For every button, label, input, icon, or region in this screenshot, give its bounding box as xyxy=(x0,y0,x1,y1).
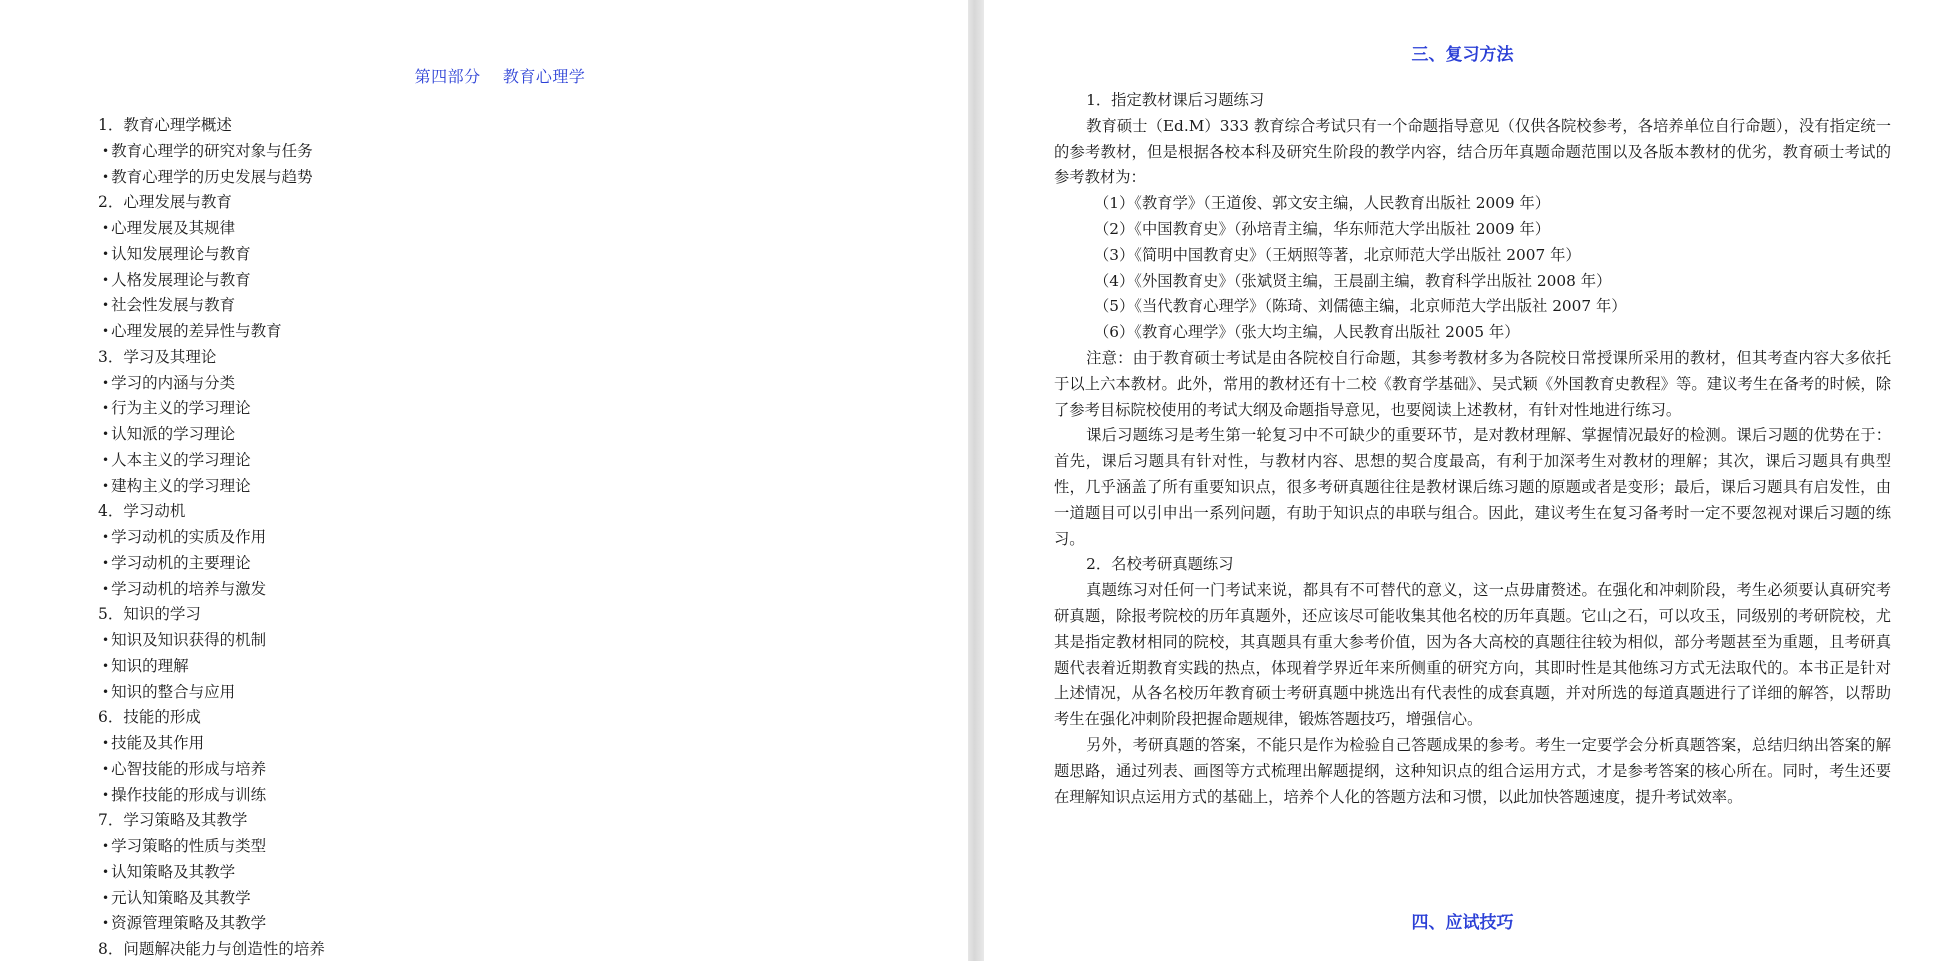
toc-subitem: • 心智技能的形成与培养 xyxy=(98,757,325,783)
left-page xyxy=(0,0,968,961)
toc-subitem: • 人本主义的学习理论 xyxy=(98,448,325,474)
body-paragraph: 注意：由于教育硕士考试是由各院校自行命题，其参考教材多为各院校日常授课所采用的教材，但其考查内容大多依托于以上六本教材。此外，常用的教材还有十二校《教育学基础》、吴式颖《外国教育史教程》等。建议考生在备考的时候，除了参考目标院校使用的考试大纲及命题指导意见，也要阅读上述教材，有针对性地进行练习。 xyxy=(1054,348,1891,419)
part-title: 第四部分 教育心理学 xyxy=(414,67,586,86)
body-paragraph: 真题练习对任何一门考试来说，都具有不可替代的意义，这一点毋庸赘述。在强化和冲刺阶段，考生必须要认真研究考研真题，除报考院校的历年真题外，还应该尽可能收集其他名校的历年真题。它山之石，可以攻玉，同级别的考研院校，尤其是指定教材相同的院校，其真题具有重大参考价值，因为各大高校的真题往往较为相似，部分考题甚至为重题，且考研真题代表着近期教育实践的热点，体现着学界近年来所侧重的研究方向，其即时性是其他练习方式无法取代的。本书正是针对上述情况，从各名校历年教育硕士考研真题中挑选出有代表性的成套真题，并对所选的每道真题进行了详细的解答，以帮助考生在强化冲刺阶段把握命题规律，锻炼答题技巧，增强信心。 xyxy=(1054,581,1891,729)
toc-subitem: • 知识的理解 xyxy=(98,654,325,680)
toc-subitem: • 认知发展理论与教育 xyxy=(98,242,325,268)
reference-item: （3）《简明中国教育史》（王炳照等著，北京师范大学出版社 2007 年） xyxy=(1094,245,1581,264)
body-paragraph: 课后习题练习是考生第一轮复习中不可缺少的重要环节，是对教材理解、掌握情况最好的检测。课后习题的优势在于：首先，课后习题具有针对性，与教材内容、思想的契合度最高，有利于加深考生对教材的理解；其次，课后习题具有典型性，几乎涵盖了所有重要知识点，很多考研真题往往是教材课后练习题的原题或者是变形；最后，课后习题具有启发性，由一道题目可以引申出一系列问题，有助于知识点的串联与组合。因此，建议考生在复习备考时一定不要忽视对课后习题的练习。 xyxy=(1054,426,1891,548)
toc-subitem: • 行为主义的学习理论 xyxy=(98,396,325,422)
page-gutter xyxy=(968,0,984,961)
toc-subitem: • 心理发展的差异性与教育 xyxy=(98,319,325,345)
toc-subitem: • 知识及知识获得的机制 xyxy=(98,628,325,654)
subsection-heading: 1．指定教材课后习题练习 xyxy=(1086,91,1265,109)
reference-item: （2）《中国教育史》（孙培青主编，华东师范大学出版社 2009 年） xyxy=(1094,219,1551,238)
toc-subitem: • 认知派的学习理论 xyxy=(98,422,325,448)
toc-chapter: 7．学习策略及其教学 xyxy=(98,811,248,830)
toc-subitem: • 教育心理学的研究对象与任务 xyxy=(98,139,325,165)
toc-subitem: • 教育心理学的历史发展与趋势 xyxy=(98,165,325,191)
toc-chapter: 8．问题解决能力与创造性的培养 xyxy=(98,940,325,958)
toc-subitem: • 技能及其作用 xyxy=(98,731,325,757)
reference-item: （4）《外国教育史》（张斌贤主编，王晨副主编，教育科学出版社 2008 年） xyxy=(1094,271,1612,290)
toc-chapter: 5．知识的学习 xyxy=(98,605,201,624)
toc-subitem: • 认知策略及其教学 xyxy=(98,860,325,886)
right-page xyxy=(984,0,1941,961)
toc-chapter: 2．心理发展与教育 xyxy=(98,193,232,212)
reference-item: （5）《当代教育心理学》（陈琦、刘儒德主编，北京师范大学出版社 2007 年） xyxy=(1094,297,1627,316)
subsection-heading: 2．名校考研真题练习 xyxy=(1086,555,1234,574)
reference-item: （1）《教育学》（王道俊、郭文安主编，人民教育出版社 2009 年） xyxy=(1094,194,1551,213)
table-of-contents xyxy=(98,113,325,963)
toc-subitem: • 元认知策略及其教学 xyxy=(98,886,325,912)
toc-subitem: • 学习动机的培养与激发 xyxy=(98,577,325,603)
toc-subitem: • 建构主义的学习理论 xyxy=(98,474,325,500)
body-paragraph: 教育硕士（Ed.M）333 教育综合考试只有一个命题指导意见（仅供各院校参考，各培养单位自行命题），没有指定统一的参考教材，但是根据各校本科及研究生阶段的教学内容，结合历年真题命题范围以及各版本教材的优劣，教育硕士考试的参考教材为： xyxy=(1054,116,1891,187)
reference-item: （6）《教育心理学》（张大均主编，人民教育出版社 2005 年） xyxy=(1094,323,1520,342)
body-paragraph: 另外，考研真题的答案，不能只是作为检验自己答题成果的参考。考生一定要学会分析真题答案，总结归纳出答案的解题思路，通过列表、画图等方式梳理出解题提纲，这种知识点的组合运用方式，才是参考答案的核心所在。同时，考生还要在理解知识点运用方式的基础上，培养个人化的答题方法和习惯，以此加快答题速度，提升考试效率。 xyxy=(1054,735,1891,806)
toc-subitem: • 心理发展及其规律 xyxy=(98,216,325,242)
toc-chapter: 3．学习及其理论 xyxy=(98,347,217,366)
toc-subitem: • 知识的整合与应用 xyxy=(98,680,325,706)
toc-subitem: • 操作技能的形成与训练 xyxy=(98,783,325,809)
toc-subitem: • 学习的内涵与分类 xyxy=(98,371,325,397)
toc-chapter: 1．教育心理学概述 xyxy=(98,116,232,134)
toc-chapter: 6．技能的形成 xyxy=(98,708,201,727)
section-title-review-methods: 三、复习方法 xyxy=(1411,45,1514,65)
section-title-exam-tips: 四、应试技巧 xyxy=(1411,913,1514,933)
review-methods-content xyxy=(1054,88,1891,810)
toc-subitem: • 学习策略的性质与类型 xyxy=(98,834,325,860)
toc-subitem: • 社会性发展与教育 xyxy=(98,293,325,319)
toc-subitem: • 资源管理策略及其教学 xyxy=(98,911,325,937)
toc-chapter: 4．学习动机 xyxy=(98,502,186,521)
toc-subitem: • 学习动机的主要理论 xyxy=(98,551,325,577)
toc-subitem: • 人格发展理论与教育 xyxy=(98,268,325,294)
toc-subitem: • 学习动机的实质及作用 xyxy=(98,525,325,551)
